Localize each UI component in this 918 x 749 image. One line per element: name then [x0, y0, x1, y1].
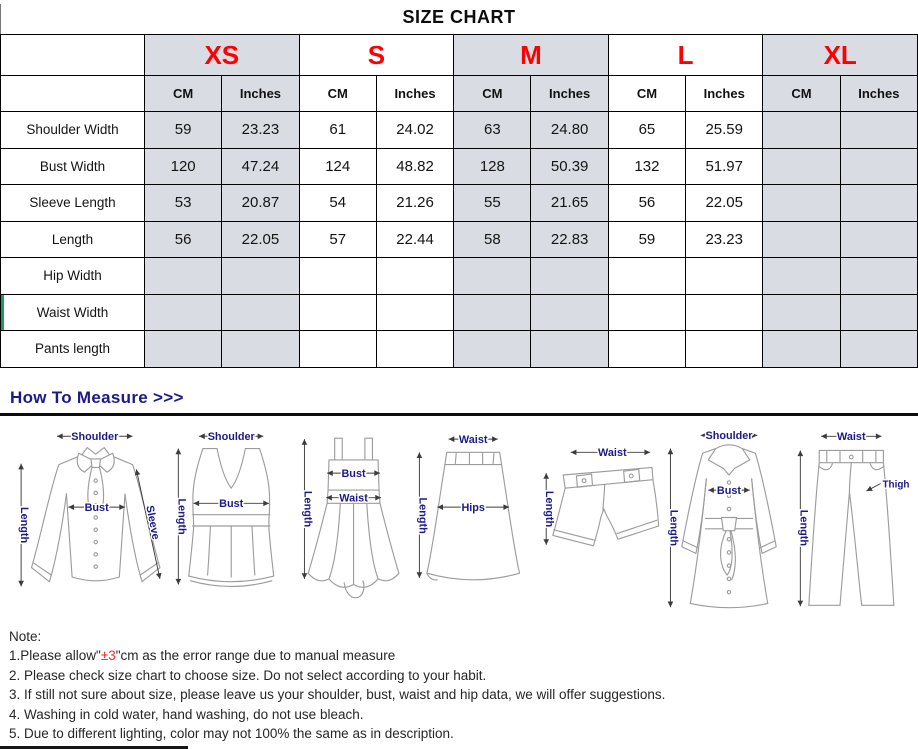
- cell-m-cm: 128: [454, 148, 531, 185]
- skirt-diagram: [409, 424, 532, 611]
- pants-diagram: [789, 424, 912, 611]
- cell-l-cm: [608, 331, 685, 368]
- size-header-l: L: [608, 35, 763, 76]
- dress-outline: [309, 438, 400, 598]
- cell-xs-inches: 20.87: [222, 185, 299, 222]
- cell-xl-cm: [763, 331, 840, 368]
- cell-xl-inches: [840, 331, 917, 368]
- cell-xl-inches: [840, 221, 917, 258]
- note-line-1-pre: 1.Please allow": [9, 648, 101, 664]
- shorts-waist-label: Waist: [597, 447, 627, 460]
- blouse-bust-label: Bust: [84, 501, 109, 514]
- cell-m-cm: 63: [454, 112, 531, 149]
- table-row-hip-width: [1, 258, 918, 295]
- cell-m-inches: [531, 294, 608, 331]
- unit-header-s-inches: Inches: [376, 76, 453, 112]
- coat-shoulder-label: Shoulder: [705, 430, 753, 443]
- unit-header-xl-inches: Inches: [840, 76, 917, 112]
- cell-s-inches: 21.26: [376, 185, 453, 222]
- cell-m-cm: 55: [454, 185, 531, 222]
- skirt-outline: [427, 452, 520, 580]
- row-label: Sleeve Length: [1, 185, 145, 222]
- cell-xs-cm: 59: [145, 112, 222, 149]
- cell-l-inches: [686, 331, 763, 368]
- size-table: [0, 34, 918, 368]
- shorts-length-label: Length: [543, 490, 556, 528]
- cell-xs-cm: 120: [145, 148, 222, 185]
- cell-s-inches: [376, 294, 453, 331]
- cell-xl-inches: [840, 112, 917, 149]
- note-line-1-post: "cm as the error range due to manual measure: [115, 648, 396, 664]
- cell-l-cm: 59: [608, 221, 685, 258]
- vest-shoulder-label: Shoulder: [207, 431, 255, 444]
- cell-xs-inches: [222, 258, 299, 295]
- cell-xl-inches: [840, 294, 917, 331]
- notes-section: [9, 627, 912, 743]
- cell-s-cm: 57: [299, 221, 376, 258]
- dress-diagram: [295, 424, 408, 611]
- cell-l-inches: [686, 258, 763, 295]
- table-row-shoulder-width: [1, 112, 918, 149]
- how-to-measure-heading: How To Measure >>>: [10, 388, 184, 407]
- unit-header-xs-inches: Inches: [222, 76, 299, 112]
- cell-xs-inches: [222, 331, 299, 368]
- cell-l-inches: [686, 294, 763, 331]
- coat-length-label: Length: [667, 509, 680, 546]
- cell-xl-inches: [840, 185, 917, 222]
- cell-l-cm: 56: [608, 185, 685, 222]
- note-line-1: [9, 646, 912, 665]
- cell-l-cm: [608, 294, 685, 331]
- dress-bust-label: Bust: [341, 467, 367, 480]
- table-corner-cell: [1, 35, 145, 76]
- cell-xs-cm: 56: [145, 221, 222, 258]
- coat-dimension-arrows: [670, 435, 757, 607]
- cell-xl-cm: [763, 294, 840, 331]
- pants-thigh-label: Thigh: [882, 479, 910, 491]
- table-row-waist-width: [1, 294, 918, 331]
- dress-waist-label: Waist: [339, 492, 369, 505]
- row-label: Shoulder Width: [1, 112, 145, 149]
- skirt-waist-label: Waist: [459, 433, 488, 446]
- unit-header-xs-cm: CM: [145, 76, 222, 112]
- size-header-xs: XS: [145, 35, 300, 76]
- cell-xl-cm: [763, 185, 840, 222]
- table-row-bust-width: [1, 148, 918, 185]
- cell-xs-cm: [145, 294, 222, 331]
- cell-xs-cm: [145, 331, 222, 368]
- table-row-sleeve-length: [1, 185, 918, 222]
- cell-xl-inches: [840, 148, 917, 185]
- cell-s-inches: [376, 258, 453, 295]
- cell-xl-cm: [763, 258, 840, 295]
- note-line-5: 5. Due to different lighting, color may not 100% the same as in description.: [9, 726, 454, 742]
- cell-m-inches: 22.83: [531, 221, 608, 258]
- cell-l-inches: 25.59: [686, 112, 763, 149]
- blouse-shoulder-label: Shoulder: [71, 431, 119, 444]
- cell-xl-cm: [763, 148, 840, 185]
- size-header-s: S: [299, 35, 454, 76]
- table-row-length: [1, 221, 918, 258]
- cell-xl-cm: [763, 221, 840, 258]
- unit-header-m-cm: CM: [454, 76, 531, 112]
- cell-s-cm: 54: [299, 185, 376, 222]
- cell-m-inches: [531, 258, 608, 295]
- row-label: Pants length: [1, 331, 145, 368]
- cell-m-inches: [531, 331, 608, 368]
- cell-xs-cm: 53: [145, 185, 222, 222]
- cell-xl-cm: [763, 112, 840, 149]
- cell-xs-inches: 23.23: [222, 112, 299, 149]
- table-row-pants-length: [1, 331, 918, 368]
- skirt-hips-label: Hips: [461, 501, 486, 514]
- cell-s-cm: [299, 294, 376, 331]
- cell-s-inches: 48.82: [376, 148, 453, 185]
- unit-header-l-cm: CM: [608, 76, 685, 112]
- vest-length-label: Length: [175, 498, 188, 535]
- note-line-4: 4. Washing in cold water, hand washing, do not use bleach.: [9, 706, 364, 722]
- unit-header-xl-cm: CM: [763, 76, 840, 112]
- cell-m-inches: 24.80: [531, 112, 608, 149]
- shorts-outline: [553, 467, 659, 545]
- cell-s-cm: 124: [299, 148, 376, 185]
- unit-header-l-inches: Inches: [686, 76, 763, 112]
- vest-diagram: [167, 424, 295, 611]
- table-corner-cell-2: [1, 76, 145, 112]
- row-label: Bust Width: [1, 148, 145, 185]
- cell-s-inches: 24.02: [376, 112, 453, 149]
- size-table-head: [1, 35, 918, 112]
- shorts-diagram: [533, 424, 661, 611]
- vest-outline: [189, 449, 274, 587]
- coat-outline: [682, 445, 776, 608]
- row-label: Hip Width: [1, 258, 145, 295]
- coat-diagram: [661, 424, 789, 611]
- pants-outline: [809, 450, 894, 605]
- skirt-length-label: Length: [416, 497, 429, 534]
- blouse-diagram: [6, 424, 167, 611]
- notes-heading: Note:: [9, 629, 42, 644]
- cell-l-inches: 23.23: [686, 221, 763, 258]
- cell-xs-inches: 47.24: [222, 148, 299, 185]
- coat-bust-label: Bust: [716, 484, 742, 497]
- vest-bust-label: Bust: [219, 498, 244, 511]
- pants-dimension-arrows: [801, 436, 882, 606]
- cell-s-inches: 22.44: [376, 221, 453, 258]
- cell-l-cm: [608, 258, 685, 295]
- cell-l-cm: 65: [608, 112, 685, 149]
- page-title: SIZE CHART: [402, 6, 516, 27]
- cell-xs-inches: [222, 294, 299, 331]
- divider-rule: [0, 413, 918, 416]
- measure-diagrams: [6, 424, 912, 616]
- blouse-length-label: Length: [18, 506, 31, 544]
- cell-m-cm: [454, 294, 531, 331]
- cell-l-inches: 51.97: [686, 148, 763, 185]
- row-label: Length: [1, 221, 145, 258]
- size-header-m: M: [454, 35, 609, 76]
- pants-waist-label: Waist: [837, 431, 866, 444]
- cell-s-inches: [376, 331, 453, 368]
- note-line-3: 3. If still not sure about size, please leave us your shoulder, bust, waist and hip data, we will offer suggestions.: [9, 687, 666, 703]
- unit-header-m-inches: Inches: [531, 76, 608, 112]
- cell-m-inches: 21.65: [531, 185, 608, 222]
- cell-m-cm: [454, 331, 531, 368]
- cell-s-cm: [299, 331, 376, 368]
- size-header-xl: XL: [763, 35, 918, 76]
- blouse-sleeve-label: Sleeve: [143, 504, 162, 541]
- dress-length-label: Length: [301, 490, 314, 528]
- cell-s-cm: 61: [299, 112, 376, 149]
- cell-xl-inches: [840, 258, 917, 295]
- row-label: Waist Width: [1, 294, 145, 331]
- note-line-2: 2. Please check size chart to choose size. Do not select according to your habit.: [9, 667, 487, 683]
- cell-l-inches: 22.05: [686, 185, 763, 222]
- cell-xs-inches: 22.05: [222, 221, 299, 258]
- cell-m-inches: 50.39: [531, 148, 608, 185]
- vest-dimension-arrows: [179, 436, 270, 584]
- blouse-outline: [31, 448, 162, 582]
- cell-xs-cm: [145, 258, 222, 295]
- note-tolerance-value: ±3: [100, 648, 116, 664]
- pants-length-label: Length: [797, 509, 810, 546]
- size-table-body: [1, 112, 918, 368]
- cell-l-cm: 132: [608, 148, 685, 185]
- cell-s-cm: [299, 258, 376, 295]
- unit-header-s-cm: CM: [299, 76, 376, 112]
- cell-m-cm: 58: [454, 221, 531, 258]
- cell-m-cm: [454, 258, 531, 295]
